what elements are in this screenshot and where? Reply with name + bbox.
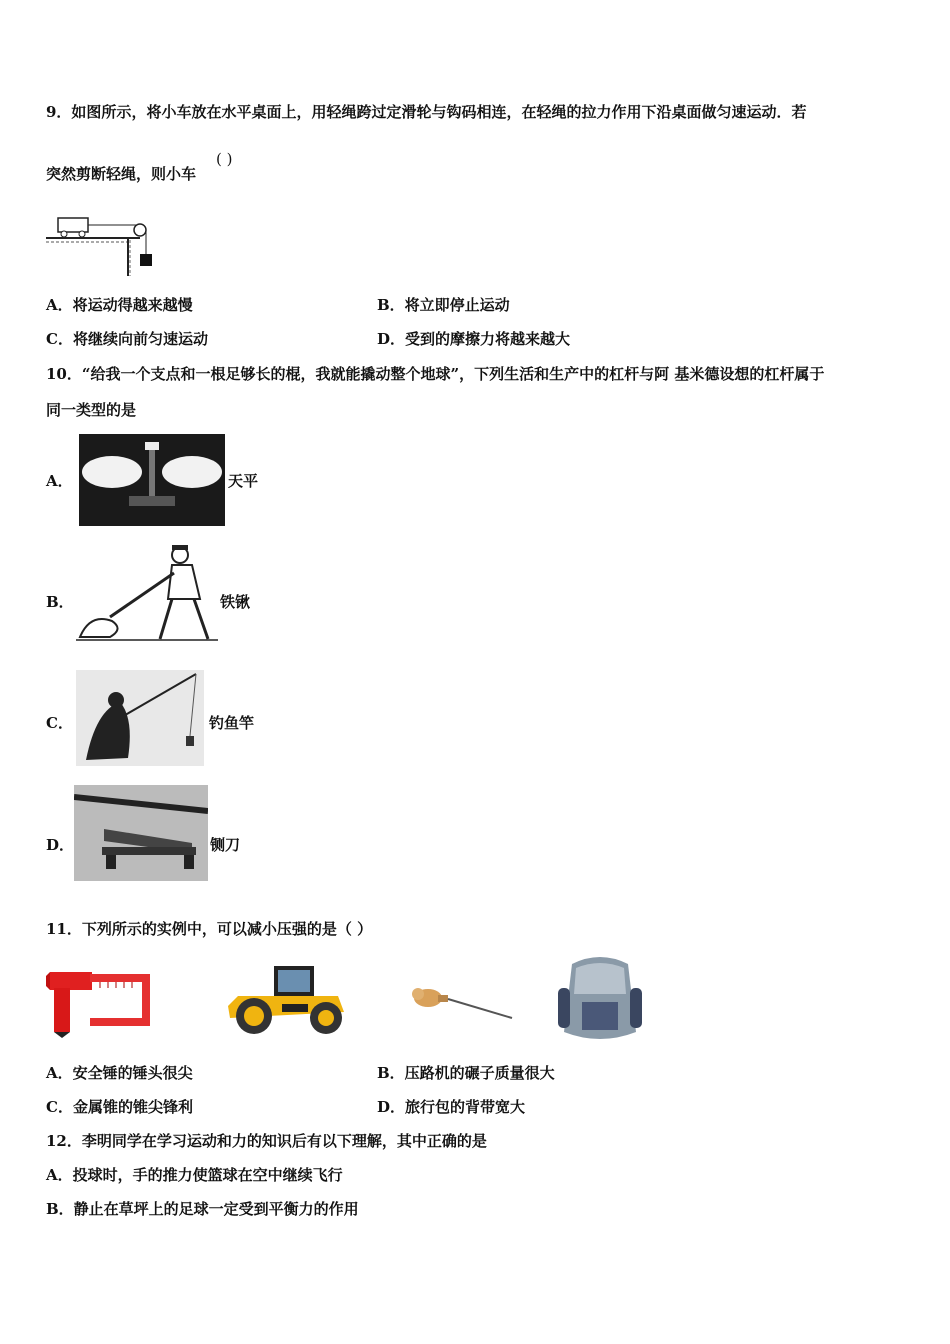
- guillotine-cutter-image: [74, 785, 208, 881]
- q10-option-a-caption: 天平: [228, 472, 259, 490]
- q12-option-b[interactable]: B．静止在草坪上的足球一定受到平衡力的作用: [46, 1200, 359, 1218]
- q11-stem: 11．下列所示的实例中，可以减小压强的是（ ）: [46, 920, 373, 938]
- q10-option-a-letter[interactable]: A．: [46, 472, 73, 490]
- q9-stem-line1: 9．如图所示，将小车放在水平桌面上，用轻绳跨过定滑轮与钩码相连，在轻绳的拉力作用下沿桌面做匀速运动．若: [46, 103, 807, 121]
- q10-option-b-caption: 铁锹: [220, 593, 251, 611]
- q11-option-d[interactable]: D．旅行包的背带宽大: [377, 1098, 526, 1116]
- q12-option-a[interactable]: A．投球时，手的推力使篮球在空中继续飞行: [46, 1166, 343, 1184]
- q12-stem: 12．李明同学在学习运动和力的知识后有以下理解，其中正确的是: [46, 1132, 487, 1150]
- q10-option-d-letter[interactable]: D．: [46, 836, 75, 854]
- q10-option-c-caption: 钓鱼竿: [209, 714, 255, 732]
- metal-awl-image: [410, 982, 514, 1022]
- q10-option-d-caption: 铡刀: [210, 836, 241, 854]
- q9-option-d[interactable]: D．受到的摩擦力将越来越大: [377, 330, 571, 348]
- balance-image: [79, 434, 225, 526]
- q10-stem-line1: 10．“给我一个支点和一根足够长的棍，我就能撬动整个地球”，下列生活和生产中的杠杆与阿 基米德设想的杠杆属于: [46, 365, 825, 383]
- q11-option-c[interactable]: C．金属锥的锥尖锋利: [46, 1098, 193, 1116]
- backpack-image: [552, 954, 648, 1044]
- cart-pulley-figure: [44, 212, 164, 278]
- q9-option-a[interactable]: A．将运动得越来越慢: [46, 296, 193, 314]
- q9-option-c[interactable]: C．将继续向前匀速运动: [46, 330, 208, 348]
- road-roller-image: [228, 962, 350, 1036]
- safety-hammer-image: [46, 966, 156, 1038]
- q10-stem-line2: 同一类型的是: [46, 401, 137, 419]
- fishing-rod-image: [76, 670, 204, 766]
- q9-stem-line2: 突然剪断轻绳，则小车: [46, 165, 197, 183]
- q10-option-c-letter[interactable]: C．: [46, 714, 73, 732]
- shovel-image: [76, 543, 218, 643]
- q10-option-b-letter[interactable]: B．: [46, 593, 74, 611]
- q9-option-b[interactable]: B．将立即停止运动: [377, 296, 510, 314]
- q11-option-b[interactable]: B．压路机的碾子质量很大: [377, 1064, 555, 1082]
- q9-answer-bracket: ( ): [216, 150, 233, 168]
- q11-option-a[interactable]: A．安全锤的锤头很尖: [46, 1064, 193, 1082]
